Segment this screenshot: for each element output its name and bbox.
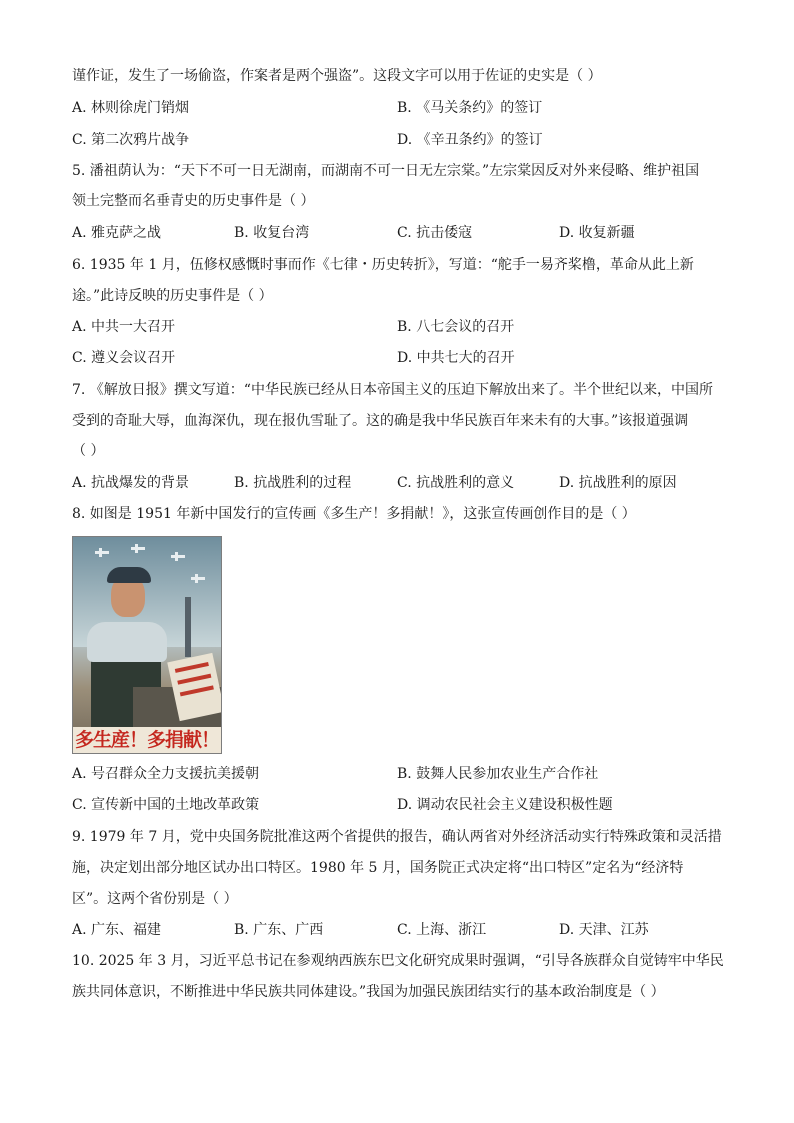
q4-option-d[interactable]: D. 《辛丑条约》的签订 [397, 132, 543, 148]
poster-tower [185, 597, 191, 657]
q8-option-d[interactable]: D. 调动农民社会主义建设积极性题 [397, 797, 613, 813]
airplane-icon [191, 577, 205, 580]
q9-stem-line3: 区”。这两个省份别是（ ） [72, 891, 238, 907]
q4-stem: 谨作证，发生了一场偷盗，作案者是两个强盗”。这段文字可以用于佐证的史实是（ ） [72, 68, 602, 84]
q5-option-a[interactable]: A. 雅克萨之战 [72, 225, 162, 241]
q10-stem-line2: 族共同体意识，不断推进中华民族共同体建设。”我国为加强民族团结实行的基本政治制度是（ ） [72, 984, 665, 1000]
poster-worker-cap [107, 567, 151, 583]
q8-option-c[interactable]: C. 宣传新中国的土地改革政策 [72, 797, 260, 813]
q6-stem-line1: 6. 1935 年 1 月，伍修权感慨时事而作《七律・历史转折》，写道：“舵手一易齐桨橹，革命从此上新 [72, 257, 694, 273]
q5-stem-line2: 领土完整而名垂青史的历史事件是（ ） [72, 193, 315, 209]
poster-worker-shirt [87, 622, 167, 662]
q9-option-a[interactable]: A. 广东、福建 [72, 922, 162, 938]
q9-option-c[interactable]: C. 上海、浙江 [397, 922, 487, 938]
q6-stem-line2: 途。”此诗反映的历史事件是（ ） [72, 288, 273, 304]
q6-option-a[interactable]: A. 中共一大召开 [72, 319, 176, 335]
q7-option-c[interactable]: C. 抗战胜利的意义 [397, 475, 515, 491]
q6-option-d[interactable]: D. 中共七大的召开 [397, 350, 515, 366]
q5-option-d[interactable]: D. 收复新疆 [559, 225, 635, 241]
q9-stem-line1: 9. 1979 年 7 月，党中央国务院批准这两个省提供的报告，确认两省对外经济活动实行特殊政策和灵活措 [72, 829, 722, 845]
q4-option-c[interactable]: C. 第二次鸦片战争 [72, 132, 190, 148]
q7-stem-line1: 7. 《解放日报》撰文写道：“中华民族已经从日本帝国主义的压迫下解放出来了。半个世纪以来，中国所 [72, 382, 713, 398]
q8-option-b[interactable]: B. 鼓舞人民参加农业生产合作社 [397, 766, 599, 782]
propaganda-poster-image [72, 536, 222, 754]
airplane-icon [131, 547, 145, 550]
q8-stem: 8. 如图是 1951 年新中国发行的宣传画《多生产！多捐献！》，这张宣传画创作目的是（ ） [72, 506, 636, 522]
q10-stem-line1: 10. 2025 年 3 月，习近平总书记在参观纳西族东巴文化研究成果时强调，“引导各族群众自觉铸牢中华民 [72, 953, 724, 969]
q7-option-a[interactable]: A. 抗战爆发的背景 [72, 475, 190, 491]
q9-stem-line2: 施，决定划出部分地区试办出口特区。1980 年 5 月，国务院正式决定将“出口特区”定名为“经济特 [72, 860, 684, 876]
q9-option-d[interactable]: D. 天津、江苏 [559, 922, 649, 938]
q6-option-b[interactable]: B. 八七会议的召开 [397, 319, 515, 335]
q5-option-b[interactable]: B. 收复台湾 [234, 225, 310, 241]
q5-stem-line1: 5. 潘祖荫认为：“天下不可一日无湖南，而湖南不可一日无左宗棠。”左宗棠因反对外来侵略、维护祖国 [72, 163, 700, 179]
q9-option-b[interactable]: B. 广东、广西 [234, 922, 324, 938]
q4-option-a[interactable]: A. 林则徐虎门销烟 [72, 100, 190, 116]
q8-option-a[interactable]: A. 号召群众全力支援抗美援朝 [72, 766, 260, 782]
q7-option-d[interactable]: D. 抗战胜利的原因 [559, 475, 677, 491]
airplane-icon [171, 555, 185, 558]
q7-stem-line2: 受到的奇耻大辱，血海深仇，现在报仇雪耻了。这的确是我中华民族百年来未有的大事。”该报道强调 [72, 413, 689, 429]
q6-option-c[interactable]: C. 遵义会议召开 [72, 350, 176, 366]
poster-slogan: 多生産！多捐献！ [74, 729, 219, 751]
airplane-icon [95, 551, 109, 554]
q4-option-b[interactable]: B. 《马关条约》的签订 [397, 100, 543, 116]
q7-stem-line3: （ ） [72, 443, 105, 459]
q5-option-c[interactable]: C. 抗击倭寇 [397, 225, 473, 241]
q7-option-b[interactable]: B. 抗战胜利的过程 [234, 475, 352, 491]
